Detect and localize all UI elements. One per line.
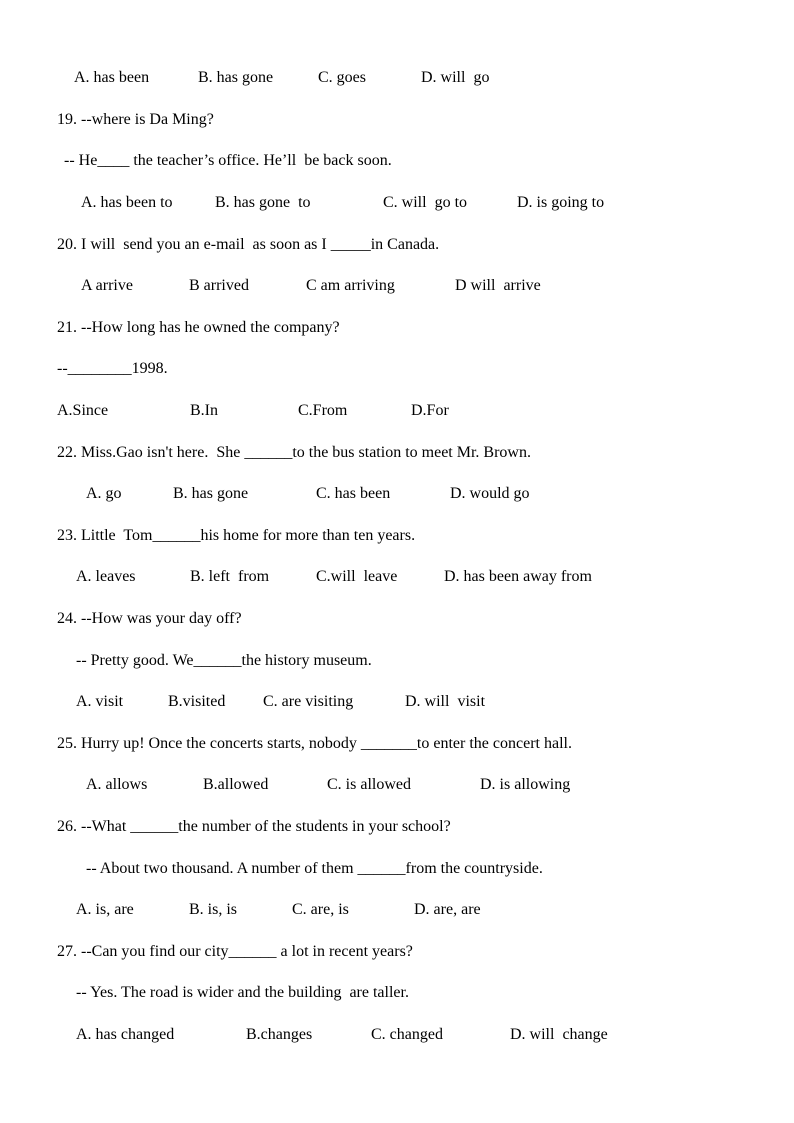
option-d: D. would go <box>450 485 530 502</box>
question-response: -- Yes. The road is wider and the building are taller. <box>76 984 409 1001</box>
option-b: B arrived <box>189 277 249 294</box>
option-c: C. are, is <box>292 901 349 918</box>
option-a: A. has been <box>74 69 150 86</box>
option-c: C. is allowed <box>327 776 411 793</box>
question-response: -- Pretty good. We______the history museum. <box>76 652 372 669</box>
option-b: B. left from <box>190 568 270 585</box>
question-stem: 24. --How was your day off? <box>57 610 242 627</box>
option-c: C. has been <box>316 485 391 502</box>
question-stem: 22. Miss.Gao isn't here. She ______to the bus station to meet Mr. Brown. <box>57 444 531 461</box>
option-c: C am arriving <box>306 277 395 294</box>
option-c: C.will leave <box>316 568 398 585</box>
option-d: D will arrive <box>455 277 541 294</box>
option-b: B.changes <box>246 1026 313 1043</box>
option-a: A. visit <box>76 693 124 710</box>
option-d: D. is allowing <box>480 776 571 793</box>
option-d: D. will go <box>421 69 490 86</box>
option-a: A. leaves <box>76 568 136 585</box>
option-a: A. has changed <box>76 1026 175 1043</box>
question-stem: 25. Hurry up! Once the concerts starts, nobody _______to enter the concert hall. <box>57 735 572 752</box>
question-stem: 27. --Can you find our city______ a lot in recent years? <box>57 943 413 960</box>
option-a: A. is, are <box>76 901 134 918</box>
question-stem: 19. --where is Da Ming? <box>57 111 214 128</box>
option-a: A. has been to <box>81 194 173 211</box>
question-response: -- About two thousand. A number of them ______from the countryside. <box>86 860 543 877</box>
option-c: C. changed <box>371 1026 443 1043</box>
option-a: A arrive <box>81 277 133 294</box>
question-stem: 26. --What ______the number of the students in your school? <box>57 818 451 835</box>
option-d: D.For <box>411 402 449 419</box>
option-b: B.In <box>190 402 218 419</box>
option-c: C. are visiting <box>263 693 354 710</box>
option-b: B. is, is <box>189 901 238 918</box>
option-c: C. will go to <box>383 194 468 211</box>
option-b: B.allowed <box>203 776 269 793</box>
option-d: D. is going to <box>517 194 605 211</box>
option-b: B. has gone <box>198 69 274 86</box>
option-d: D. are, are <box>414 901 481 918</box>
question-stem: 20. I will send you an e-mail as soon as I _____in Canada. <box>57 236 440 253</box>
option-c: C.From <box>298 402 348 419</box>
option-b: B.visited <box>168 693 226 710</box>
question-response: --________1998. <box>57 360 168 377</box>
option-d: D. has been away from <box>444 568 592 585</box>
question-response: -- He____ the teacher’s office. He’ll be back soon. <box>64 152 392 169</box>
option-a: A. go <box>86 485 122 502</box>
option-c: C. goes <box>318 69 366 86</box>
option-b: B. has gone <box>173 485 249 502</box>
question-stem: 21. --How long has he owned the company? <box>57 319 340 336</box>
option-a: A. allows <box>86 776 148 793</box>
question-stem: 23. Little Tom______his home for more than ten years. <box>57 527 416 544</box>
option-d: D. will visit <box>405 693 486 710</box>
option-b: B. has gone to <box>215 194 311 211</box>
option-a: A.Since <box>57 402 109 419</box>
option-d: D. will change <box>510 1026 608 1043</box>
